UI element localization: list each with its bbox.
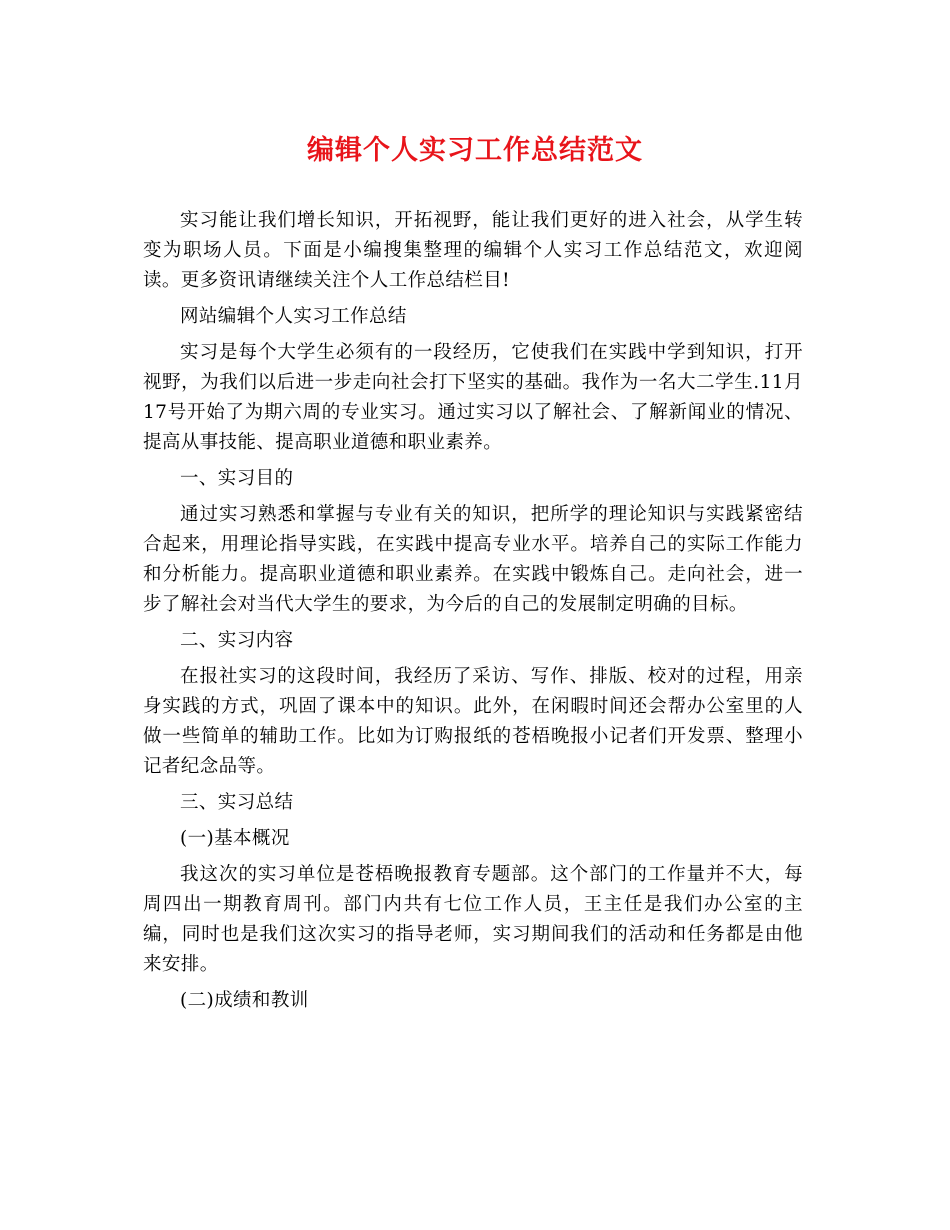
- body-paragraph: 实习能让我们增长知识，开拓视野，能让我们更好的进入社会，从学生转变为职场人员。下面是小编搜集整理的编辑个人实习工作总结范文，欢迎阅读。更多资讯请继续关注个人工作总结栏目!: [143, 210, 803, 291]
- section-heading: (二)成绩和教训: [180, 990, 309, 1011]
- body-paragraph: 我这次的实习单位是苍梧晚报教育专题部。这个部门的工作量并不大，每周四出一期教育周刊。部门内共有七位工作人员，王主任是我们办公室的主编，同时也是我们这次实习的指导老师，实习期间我们的活动和任务都是由他来安排。: [143, 864, 803, 975]
- section-heading: 二、实习内容: [180, 630, 294, 651]
- body-paragraph: 通过实习熟悉和掌握与专业有关的知识，把所学的理论知识与实践紧密结合起来，用理论指导实践，在实践中提高专业水平。培养自己的实际工作能力和分析能力。提高职业道德和职业素养。在实践中锻炼自己。走向社会，进一步了解社会对当代大学生的要求，为今后的自己的发展制定明确的目标。: [143, 504, 803, 615]
- body-paragraph: 实习是每个大学生必须有的一段经历，它使我们在实践中学到知识，打开视野，为我们以后进一步走向社会打下坚实的基础。我作为一名大二学生.11月17号开始了为期六周的专业实习。通过实习以了解社会、了解新闻业的情况、提高从事技能、提高职业道德和职业素养。: [143, 342, 803, 453]
- body-paragraph: 在报社实习的这段时间，我经历了采访、写作、排版、校对的过程，用亲身实践的方式，巩固了课本中的知识。此外，在闲暇时间还会帮办公室里的人做一些简单的辅助工作。比如为订购报纸的苍梧晚报小记者们开发票、整理小记者纪念品等。: [143, 666, 803, 777]
- section-heading: (一)基本概况: [180, 828, 290, 849]
- section-heading: 一、实习目的: [180, 468, 294, 489]
- document-title: 编辑个人实习工作总结范文: [307, 135, 643, 166]
- document-body: [143, 206, 803, 1022]
- section-heading: 网站编辑个人实习工作总结: [180, 306, 407, 327]
- section-heading: 三、实习总结: [180, 792, 294, 813]
